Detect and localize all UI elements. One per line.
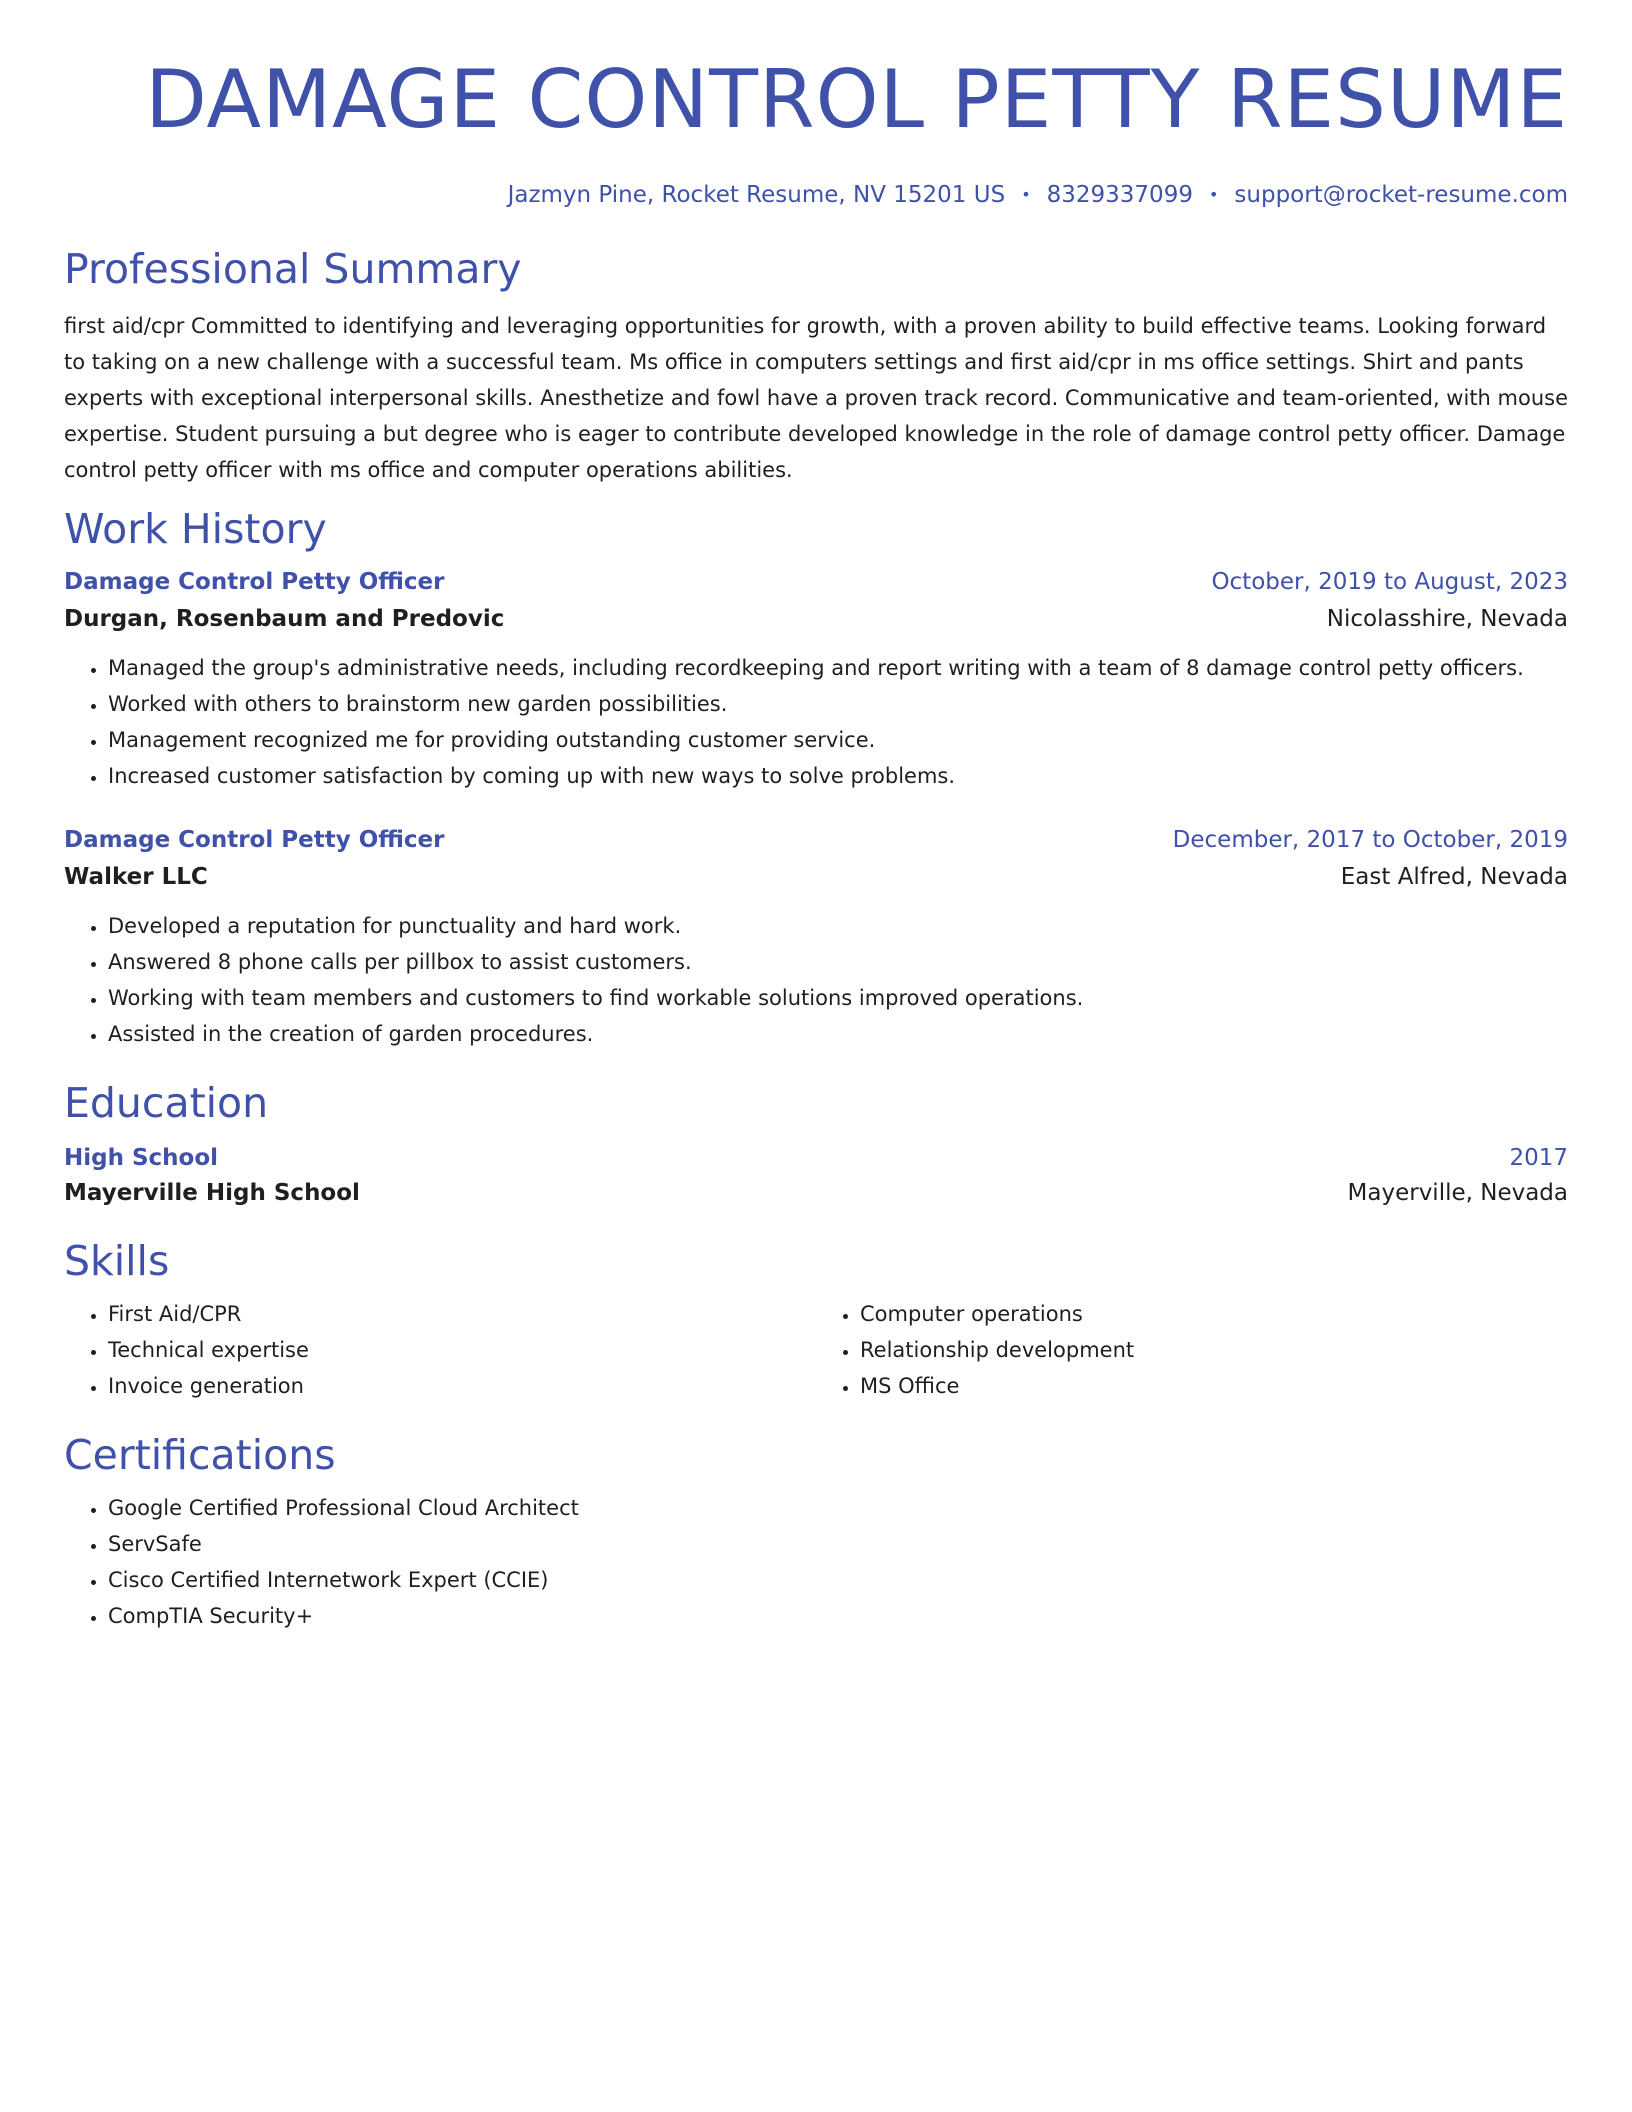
list-item: • Developed a reputation for punctuality and hard work.: [108, 908, 1568, 944]
job-company: Durgan, Rosenbaum and Predovic: [64, 606, 505, 632]
skills-section: [64, 1236, 1568, 1404]
job-entry: [64, 566, 1568, 794]
list-item: • CompTIA Security+: [108, 1598, 1568, 1634]
list-item: • Management recognized me for providing outstanding customer service.: [108, 722, 1568, 758]
contact-separator: •: [1021, 185, 1031, 204]
education-section: [64, 1078, 1568, 1210]
skills-grid: [64, 1296, 1568, 1404]
list-item: • Answered 8 phone calls per pillbox to assist customers.: [108, 944, 1568, 980]
list-item: • Computer operations: [860, 1296, 1568, 1332]
list-item: • MS Office: [860, 1368, 1568, 1404]
section-heading-education: Education: [64, 1079, 269, 1127]
list-item: • Invoice generation: [108, 1368, 816, 1404]
job-location: East Alfred, Nevada: [1340, 864, 1568, 890]
work-history-section: [64, 504, 1568, 1052]
skills-list-right: [816, 1296, 1568, 1404]
summary-text: first aid/cpr Committed to identifying and leveraging opportunities for growth, with a proven ability to build effective teams. Looking forward to taking on a new challenge with a successful team. Ms office in computers settings and first aid/cpr in ms office settings. Shirt and pants experts with exceptional interpersonal skills. Anesthetize and fowl have a proven track record. Communicative and team-oriented, with mouse expertise. Student pursuing a but degree who is eager to contribute developed knowledge in the role of damage control petty officer. Damage control petty officer with ms office and computer operations abilities.: [64, 314, 1569, 482]
job-dates: October, 2019 to August, 2023: [1211, 569, 1568, 595]
list-item: • Technical expertise: [108, 1332, 816, 1368]
contact-separator: •: [1208, 185, 1219, 204]
job-title: Damage Control Petty Officer: [64, 827, 445, 853]
resume-page: [64, 52, 1568, 1634]
list-item: • Worked with others to brainstorm new garden possibilities.: [108, 686, 1568, 722]
certifications-list: [64, 1490, 1568, 1634]
list-item: • First Aid/CPR: [108, 1296, 816, 1332]
list-item: • Relationship development: [860, 1332, 1568, 1368]
list-item: • Increased customer satisfaction by coming up with new ways to solve problems.: [108, 758, 1568, 794]
section-heading-work-history: Work History: [64, 505, 327, 553]
education-year: 2017: [1509, 1145, 1568, 1171]
skills-list-left: [64, 1296, 816, 1404]
section-heading-certifications: Certifications: [64, 1431, 336, 1479]
contact-email: support@rocket-resume.com: [1234, 182, 1568, 208]
job-bullets: [64, 908, 1568, 1052]
contact-phone: 8329337099: [1046, 182, 1193, 208]
job-company: Walker LLC: [64, 864, 208, 890]
list-item: • ServSafe: [108, 1526, 1568, 1562]
education-school: Mayerville High School: [64, 1180, 360, 1206]
summary-section: [64, 244, 1568, 488]
section-heading-summary: Professional Summary: [64, 245, 522, 293]
job-location: Nicolasshire, Nevada: [1326, 606, 1568, 632]
job-title: Damage Control Petty Officer: [64, 569, 445, 595]
contact-line: [64, 180, 1568, 210]
list-item: • Managed the group's administrative needs, including recordkeeping and report writing with a team of 8 damage control petty officers.: [108, 650, 1568, 686]
job-dates: December, 2017 to October, 2019: [1172, 827, 1568, 853]
certifications-section: [64, 1430, 1568, 1634]
list-item: • Cisco Certified Internetwork Expert (CCIE): [108, 1562, 1568, 1598]
resume-title: DAMAGE CONTROL PETTY RESUME: [145, 53, 1568, 146]
job-entry: [64, 824, 1568, 1052]
contact-address: Jazmyn Pine, Rocket Resume, NV 15201 US: [507, 182, 1006, 208]
education-degree: High School: [64, 1145, 219, 1171]
list-item: • Google Certified Professional Cloud Architect: [108, 1490, 1568, 1526]
job-bullets: [64, 650, 1568, 794]
list-item: • Assisted in the creation of garden procedures.: [108, 1016, 1568, 1052]
section-heading-skills: Skills: [64, 1237, 170, 1285]
education-location: Mayerville, Nevada: [1347, 1180, 1568, 1206]
list-item: • Working with team members and customers to find workable solutions improved operations.: [108, 980, 1568, 1016]
